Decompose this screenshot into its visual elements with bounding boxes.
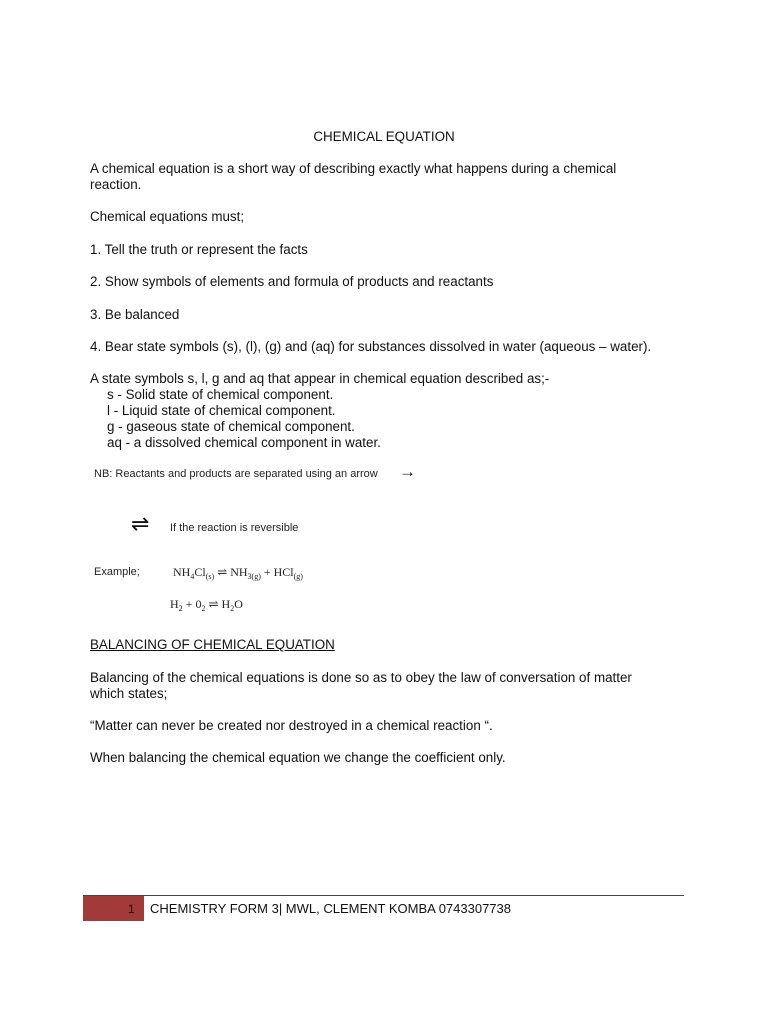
example-equation-2: $H_2 + 0_2$ ⇌ $H_2O$ bbox=[170, 597, 243, 613]
example-equation-1: $NH_4Cl_{(s)}$ ⇌ $NH_{3(g)} + HCl_{(g)}$ bbox=[173, 565, 303, 581]
rule-item: 4. Bear state symbols (s), (l), (g) and (aq) for substances dissolved in water (aqueous – water). bbox=[90, 339, 652, 354]
balancing-line-2: which states; bbox=[90, 686, 168, 701]
rule-item: 2. Show symbols of elements and formula of products and reactants bbox=[90, 274, 494, 289]
reversible-arrow-icon: ⇌ bbox=[131, 511, 150, 536]
rule-item: 3. Be balanced bbox=[90, 307, 180, 322]
footer-divider bbox=[83, 895, 684, 896]
nb-note: NB: Reactants and products are separated using an arrow bbox=[94, 468, 378, 480]
must-line: Chemical equations must; bbox=[90, 209, 245, 224]
forward-arrow-icon: → bbox=[399, 462, 416, 481]
page-title: CHEMICAL EQUATION bbox=[313, 129, 455, 144]
intro-line-2: reaction. bbox=[90, 177, 142, 192]
law-quote: “Matter can never be created nor destroyed in a chemical reaction “. bbox=[90, 718, 493, 733]
intro-line-1: A chemical equation is a short way of describing exactly what happens during a chemical bbox=[90, 161, 617, 176]
state-item: g - gaseous state of chemical component. bbox=[107, 419, 355, 434]
section-heading: BALANCING OF CHEMICAL EQUATION bbox=[90, 637, 335, 652]
states-intro: A state symbols s, l, g and aq that appear in chemical equation described as;- bbox=[90, 371, 550, 386]
page-number: 1 bbox=[128, 902, 135, 916]
rule-item: 1. Tell the truth or represent the facts bbox=[90, 242, 308, 257]
coefficient-note: When balancing the chemical equation we change the coefficient only. bbox=[90, 750, 506, 765]
state-item: l - Liquid state of chemical component. bbox=[107, 403, 336, 418]
state-item: aq - a dissolved chemical component in water. bbox=[107, 435, 381, 450]
reversible-note: If the reaction is reversible bbox=[170, 522, 299, 534]
footer-text: CHEMISTRY FORM 3| MWL, CLEMENT KOMBA 0743307738 bbox=[150, 901, 511, 916]
example-label: Example; bbox=[94, 566, 140, 578]
state-item: s - Solid state of chemical component. bbox=[107, 387, 334, 402]
balancing-line-1: Balancing of the chemical equations is done so as to obey the law of conversation of matter bbox=[90, 670, 632, 685]
